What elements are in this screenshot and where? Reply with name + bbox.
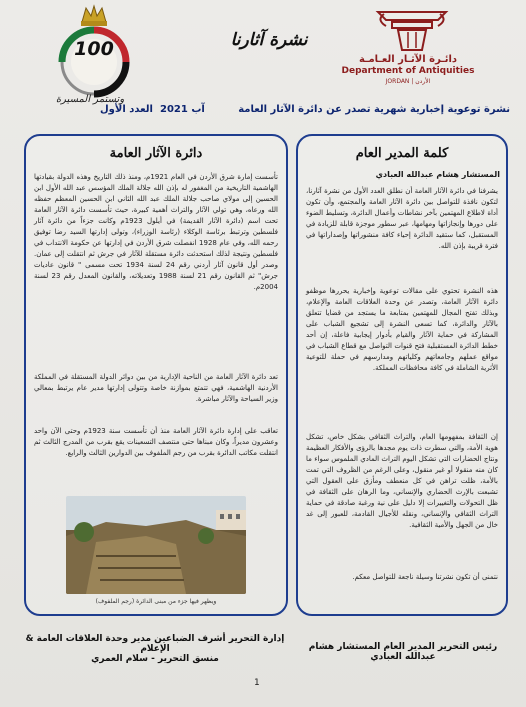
masthead — [0, 0, 526, 128]
department-name-english: Department of Antiquities — [341, 66, 475, 76]
editor-in-chief: رئيس التحرير المدير العام المستشار هشام عبدالله العبادي — [308, 642, 498, 662]
director-word-title: كلمة المدير العام — [355, 146, 449, 161]
department-paragraph: تأسست إمارة شرق الأردن في العام 1921م، ومنذ ذلك التاريخ وهذه الدولة بقيادتها الهاشمية التاريخية من المغفور له بإذن الله جلالة الملك المؤسس عبد الله الأول ابن الحسين إلى مولاي صاحب جلالة الملك عبد الله الثاني ابن الحسين المعظم حفظه الله ورعاه، وهي تولي الآثار والتراث أهمية كبيرة، حيث تأسست دائرة الآثار العامة تحت اسم (دائرة الآثار القديمة) في أيلول 1923م وكانت جزءاً من دائرة آثار فلسطين وترتبط برئاسة الوكلاء (رئاسة الوزراء)، وتولى إدارتها السيد رضا توفيق رحمه الله، وفي عام 1928 انفصلت شرق الأردن في إدارتها عن حكومة الانتداب في فلسطين ونتيجة لذلك استحدثت دائرة مستقلة للآثار في جرش ثم انتقلت إلى عمان. وصدر أول قانون آثار أردني رقم 24 لسنة 1934 تحت مسمى " قانون عاديات جرش" ثم القانون رقم 21 لسنة 1988 وتعديلاته، والقانون المعدل رقم 23 لسنة 2004م. — [34, 173, 279, 291]
director-paragraph: نتمنى أن تكون نشرتنا وسيلة ناجعة للتواصل معكم. — [352, 573, 498, 581]
subtitle-bar — [22, 104, 510, 122]
department-column-capital-logo-icon — [372, 6, 452, 54]
page-number: 1 — [254, 678, 260, 688]
slogan: وتستمر المسيرة — [55, 94, 125, 105]
director-word-box — [296, 134, 508, 616]
department-column-box — [24, 134, 288, 616]
director-paragraph: إن الثقافة بمفهومها العام، والتراث الثقافي بشكل خاص، تشكل هوية الأمة، والتي سطرت ذات يوم مجدها بالرؤى والأفكار العظيمة ونتاج الحضارات التي تشكل اليوم التراث المادي الملموس سواء ما كان منه منقولا أو غير منقول، وعلى الرغم من الظروف التي تمت بالأمة، ظلت تراهن في كل منعطف ومأزق على العقول التي تشبعت بالإرث الحضاري والإنساني، وما الرهان على الثقافة في ظل التحولات والتغييرات إلا دليل على نية ورغبة صادقة في حماية التراث الثقافي والإنساني، ونقله للأجيال القادمة، للعبور إلى غد خال من الجهل والأمية الثقافية. — [306, 433, 498, 529]
issue-label: العدد الأول — [100, 104, 153, 115]
editorial-management: إدارة التحرير أشرف الضباعين مدير وحدة العلاقات العامة & الإعلام — [25, 634, 285, 654]
director-paragraph: يشرفنا في دائرة الآثار العامة أن نطلق العدد الأول من نشرة آثارنا، لتكون نافذة للتواصل بين دائرة الآثار العامة والمجتمع، وأن تكون أداة لاطلاع المهتمين بآخر نشاطات وأعمال الدائرة، وتسليط الضوء على دورها وإنجازاتها ومهامها، عبر سطور موجزة قابلة للزيادة في المستقبل، كما ستقيد الدائرة إحياء كافة منشوراتها وإصداراتها في فترة قريبة بإذن الله. — [306, 187, 498, 250]
editorial-coordinator: منسق التحرير - سلام العمري — [91, 654, 219, 664]
rujm-al-malfouf-photo — [66, 496, 246, 594]
issue-date: آب 2021 — [160, 104, 205, 115]
department-paragraph: تعد دائرة الآثار العامة من الناحية الإدارية من بين دوائر الدولة المستقلة في المملكة الأردنية الهاشمية، فهي تتمتع بموازنة خاصة وتتولى إدارتها مدير عام يرتبط بمعالي وزير السياحة والآثار مباشرة. — [34, 373, 278, 403]
department-column-title: دائرة الآثار العامة — [109, 146, 203, 161]
director-byline: المستشار هشام عبدالله العبادي — [375, 170, 500, 179]
photo-caption: (رجم الملفوف) ويظهر فيها جزء من مبنى الدائرة — [95, 598, 217, 605]
department-country: JORDAN | الأردن — [385, 78, 431, 85]
newsletter-description: نشرة توعوية إخبارية شهرية تصدر عن دائرة الآثار العامة — [238, 104, 510, 115]
department-name-arabic: دائـرة الآثـار العـامـة — [358, 54, 458, 65]
department-paragraph: تعاقب على إدارة دائرة الآثار العامة منذ أن تأسست سنة 1923م وحتى الآن واحد وعشرون مديراً، وكان مبناها حتى منتصف التسعينات يقع بقرب من المدرج الثالث ثم انتقلت مكاتب الدائرة بقرب من رجم الملفوف بين الدوارين الثالث والرابع. — [34, 427, 278, 457]
centenary-number: 100 — [74, 38, 114, 60]
newsletter-name: نشرة آثارنا — [230, 30, 308, 50]
director-paragraph: هذه النشرة تحتوي على مقالات توعوية وإخبارية يحررها موظفو دائرة الآثار العامة، وتصدر عن وحدة العلاقات العامة والإعلام، وبذلك تفتح المجال للمهتمين بمتابعة ما يستجد من قضايا تتعلق بالآثار والدائرة، كما تسعى النشرة إلى تشجيع الشباب على المشاركة في حماية الآثار والقيام بأدوار إيجابية فاعلة، إن أحد خطط الدائرة المستقبلية فتح قنوات التواصل مع قطاع الشباب في مواقع عملهم وجامعاتهم وكلياتهم ومدارسهم في حملة للتوعية الأثرية الشاملة في كافة محافظات المملكة. — [306, 287, 498, 372]
